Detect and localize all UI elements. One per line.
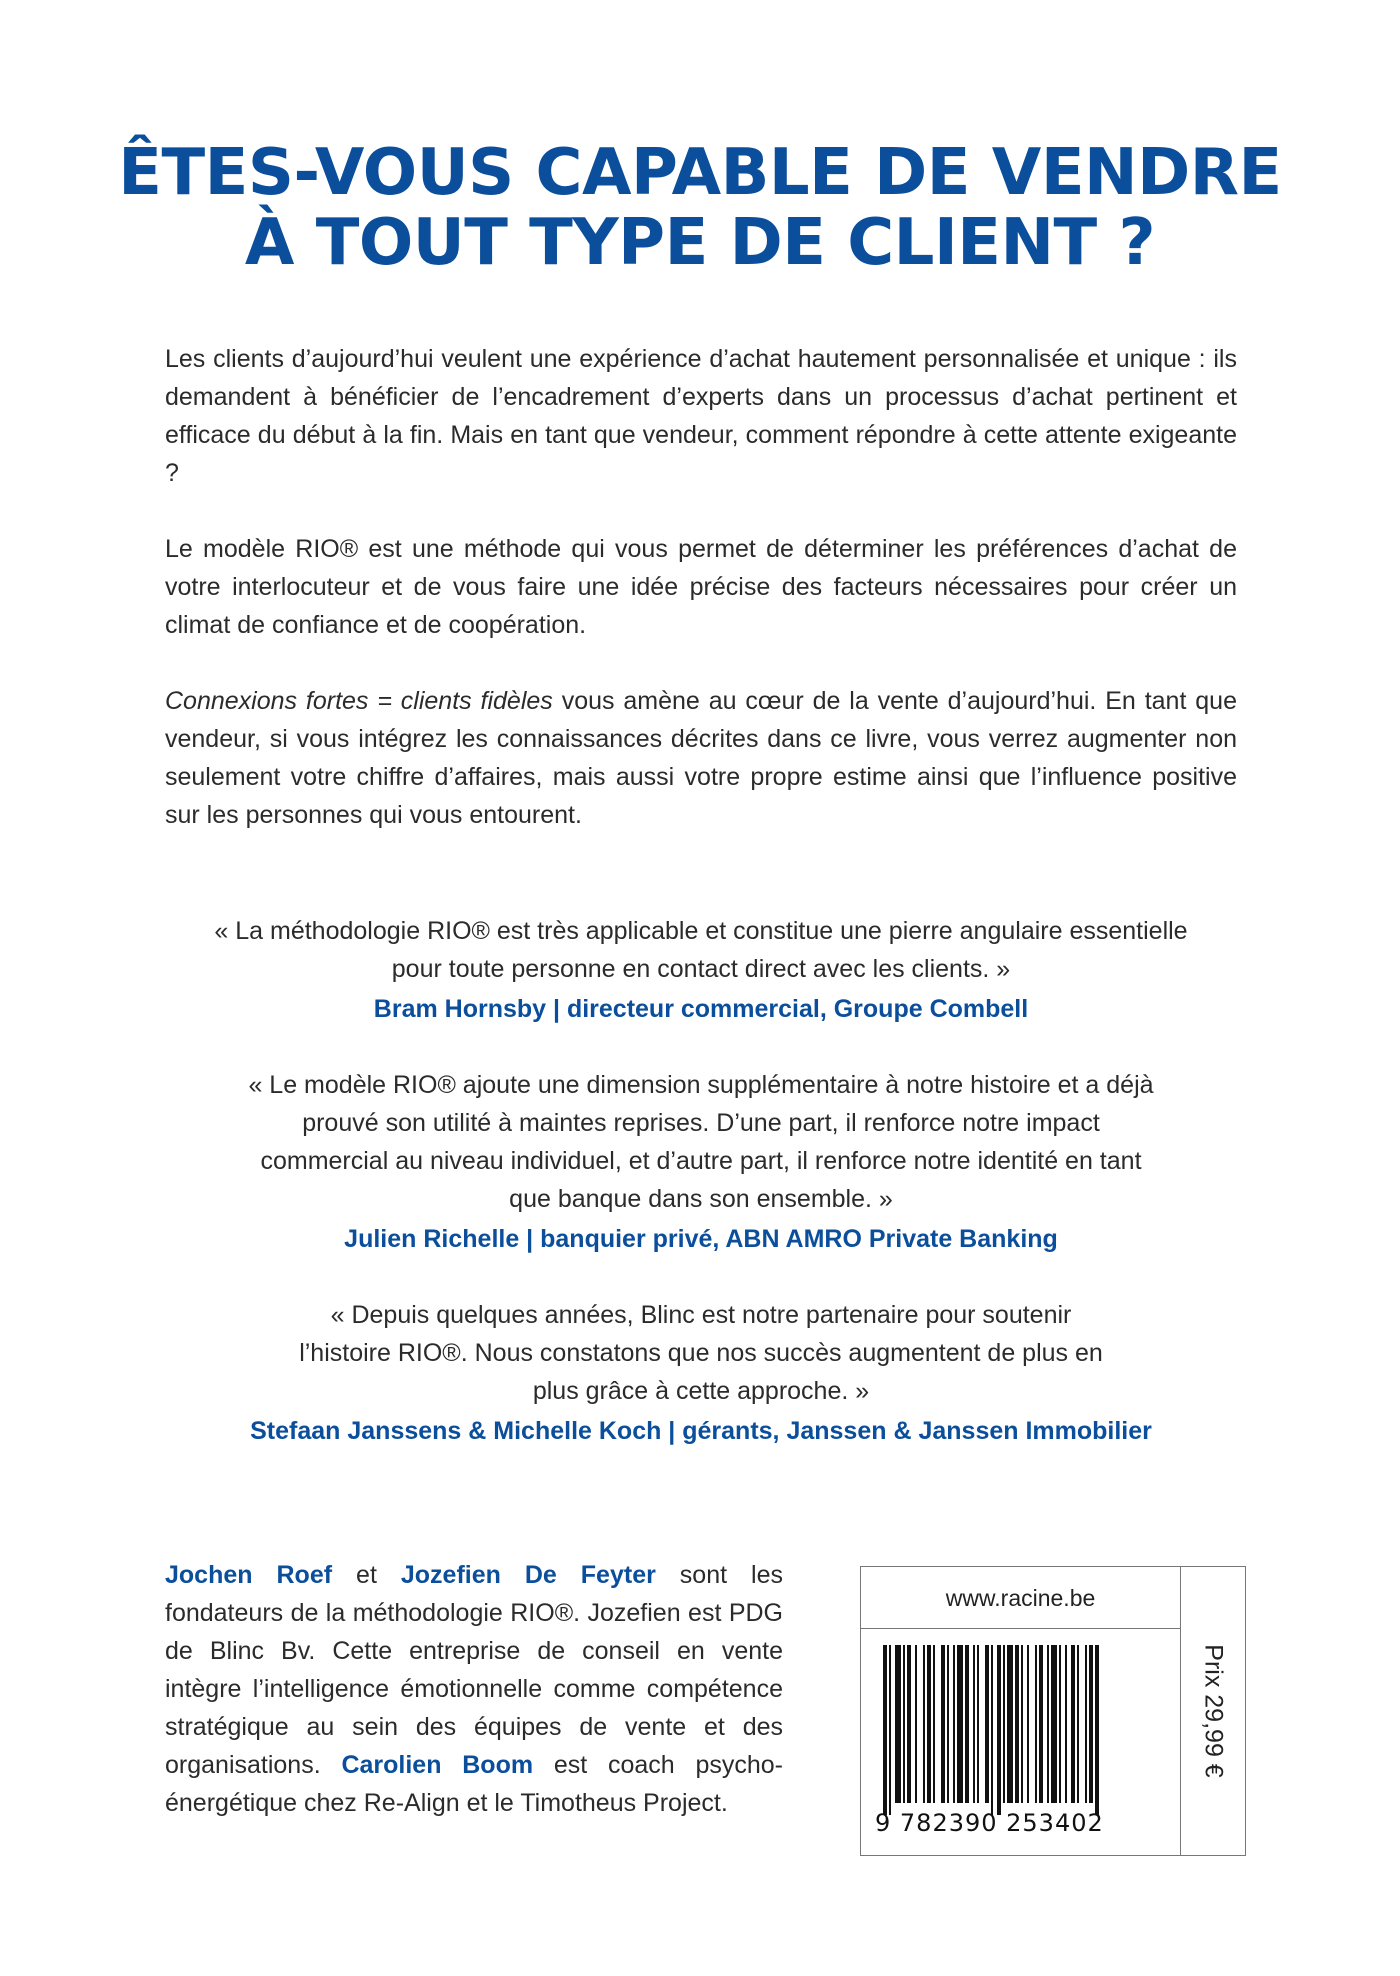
bio-text-2: est coach psycho-énergétique chez Re-Align et le Timotheus Project. [165,1751,784,1817]
price-cell [1181,1567,1245,1855]
author-name-2: Jozefien De Feyter [400,1561,656,1589]
publisher-url: www.racine.be [861,1567,1181,1629]
book-title-italic: Connexions fortes = clients fidèles [165,687,553,715]
author-bio [165,1556,783,1822]
barcode-icon [883,1645,1159,1815]
isbn-number: 9 782390 253402 [875,1809,1104,1837]
barcode-area [861,1629,1181,1855]
description-paragraph-3-rest: vous amène au cœur de la vente d’aujourd’hui. En tant que vendeur, si vous intégrez les connaissances décrites dans ce livre, vous verrez augmenter non seulement votre chiffre d’affaires, mais aussi votre propre estime ainsi que l’influence positive sur les personnes qui vous entourent. [165,687,1237,829]
author-name-1: Jochen Roef [165,1561,333,1589]
bio-connector: et [332,1561,401,1589]
bio-text-1: sont les fondateurs de la méthodologie RIO®. Jozefien est PDG de Blinc Bv. Cette entreprise de conseil en vente intègre l’intelligence émotionnelle comme compétence stratégique au sein des équipes de vente et des organisations. [165,1561,783,1779]
testimonial-text: « Depuis quelques années, Blinc est notre partenaire pour soutenir l’histoire RIO®. Nous constatons que nos succès augmentent de plus en plus grâce à cette approche. » [299,1301,1103,1405]
description-paragraph-1: Les clients d’aujourd’hui veulent une expérience d’achat hautement personnalisée et unique : ils demandent à bénéficier de l’encadrement d’experts dans un processus d’achat pertinent et efficace du début à la fin. Mais en tant que vendeur, comment répondre à cette attente exigeante ? [165,345,1237,487]
testimonial [165,1066,1237,1258]
price-label: Prix 29,99 € [1199,1644,1228,1778]
barcode-box [860,1566,1246,1856]
description-paragraph-3 [165,682,1237,834]
headline-line-1: ÊTES-VOUS CAPABLE DE VENDRE [118,136,1282,210]
testimonials [165,912,1237,1488]
testimonial-text: « La méthodologie RIO® est très applicable et constitue une pierre angulaire essentielle pour toute personne en contact direct avec les clients. » [214,917,1188,983]
description-paragraph-2: Le modèle RIO® est une méthode qui vous permet de déterminer les préférences d’achat de votre interlocuteur et de vous faire une idée précise des facteurs nécessaires pour créer un climat de confiance et de coopération. [165,535,1237,639]
testimonial-author: Stefaan Janssens & Michelle Koch | gérants, Janssen & Janssen Immobilier [250,1417,1152,1445]
testimonial-author: Bram Hornsby | directeur commercial, Groupe Combell [373,995,1029,1023]
headline-line-2: À TOUT TYPE DE CLIENT ? [244,206,1156,280]
headline [0,138,1400,278]
testimonial-text: « Le modèle RIO® ajoute une dimension supplémentaire à notre histoire et a déjà prouvé son utilité à maintes reprises. D’une part, il renforce notre impact commercial au niveau individuel, et d’autre part, il renforce notre identité en tant que banque dans son ensemble. » [248,1071,1154,1213]
author-name-3: Carolien Boom [341,1751,534,1779]
testimonial [165,1296,1237,1450]
description [165,340,1237,872]
testimonial [165,912,1237,1028]
testimonial-author: Julien Richelle | banquier privé, ABN AMRO Private Banking [344,1225,1058,1253]
